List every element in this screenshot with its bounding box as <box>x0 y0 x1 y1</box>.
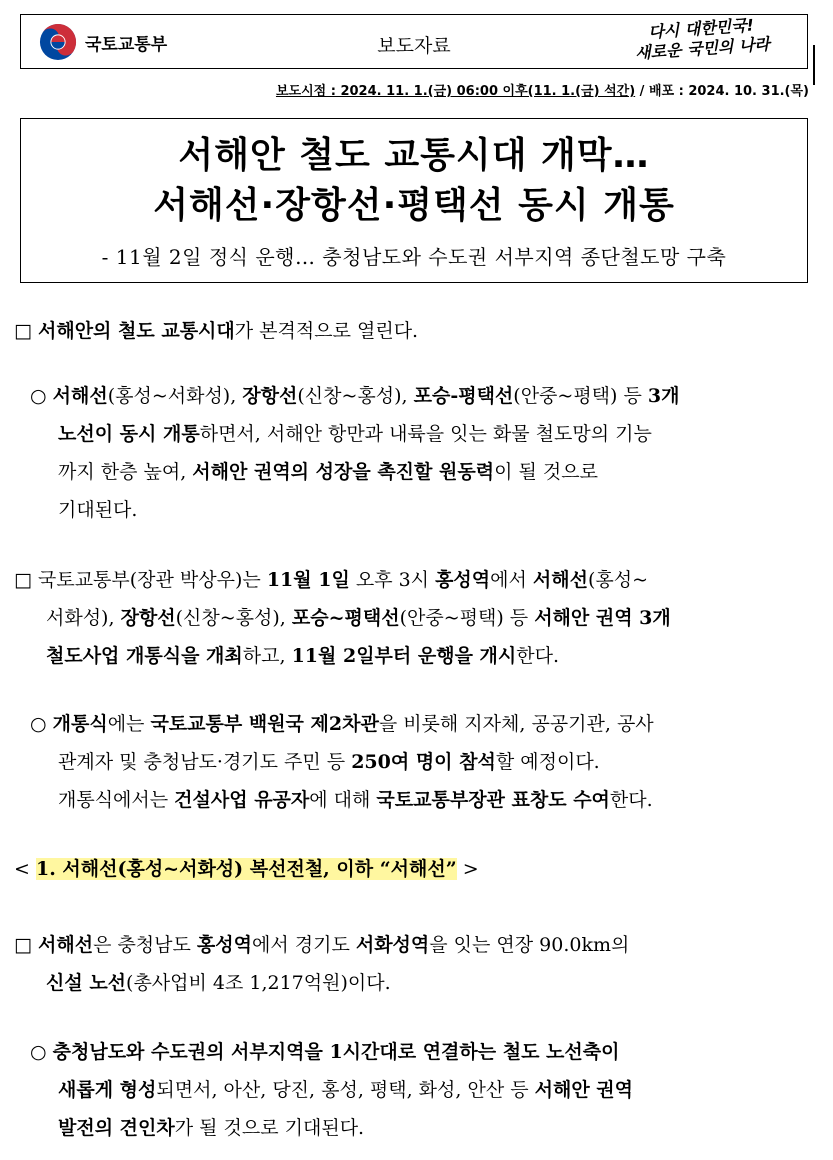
text-bold: 홍성역 <box>196 934 252 956</box>
text-bold: 서해선 <box>52 385 108 407</box>
org-name: 국토교통부 <box>85 34 168 55</box>
text: (안중~평택) 등 <box>513 385 648 407</box>
text: 이 될 것으로 <box>494 461 598 483</box>
text-bold: 서해안 권역 3개 <box>534 607 671 629</box>
text: 기대된다. <box>58 499 138 521</box>
para3-line1 <box>14 561 820 599</box>
text: (총사업비 4조 1,217억원)이다. <box>126 972 391 994</box>
title-line1: 서해안 철도 교통시대 개막… <box>178 135 650 176</box>
para4-line3 <box>30 781 820 819</box>
text: 가 본격적으로 열린다. <box>234 320 419 342</box>
text: 하면서, 서해안 항만과 내륙을 잇는 화물 철도망의 기능 <box>199 423 652 445</box>
text-bold: 국토교통부 백원국 제2차관 <box>150 713 379 735</box>
text: 에는 <box>107 713 151 735</box>
circle-bullet-icon: ○ <box>30 713 47 735</box>
text: 까지 한층 높여, <box>58 461 193 483</box>
text-bold: 11월 2일부터 운행을 개시 <box>291 645 517 667</box>
text-bold: 개통식 <box>52 713 108 735</box>
text: 개통식에서는 <box>58 789 175 811</box>
release-time: 보도시점 : 2024. 11. 1.(금) 06:00 이후(11. 1.(금) 석간) <box>275 84 636 99</box>
paragraph-3 <box>14 561 820 675</box>
square-bullet-icon: □ <box>14 934 32 956</box>
text: 국토교통부(장관 박상우)는 <box>38 569 267 591</box>
para6-line1 <box>30 1033 820 1071</box>
section-close: > <box>462 858 479 880</box>
para4-line2 <box>30 743 820 781</box>
paragraph-4 <box>30 705 820 819</box>
paragraph-5 <box>14 926 820 1002</box>
para2-line1 <box>30 377 820 415</box>
text-bold: 발전의 견인차 <box>58 1117 175 1139</box>
square-bullet-icon: □ <box>14 569 32 591</box>
doc-type: 보도자료 <box>377 35 451 57</box>
distribute-date: 배포 : 2024. 10. 31.(목) <box>648 84 809 99</box>
text: 되면서, 아산, 당진, 홍성, 평택, 화성, 안산 등 <box>156 1079 535 1101</box>
text: 가 될 것으로 기대된다. <box>174 1117 365 1139</box>
text-bold: 홍성역 <box>435 569 491 591</box>
text: (신창~홍성), <box>297 385 414 407</box>
text-bold: 250여 명이 참석 <box>351 751 496 773</box>
para5-line2 <box>14 964 820 1002</box>
text-bold: 국토교통부장관 표창도 수여 <box>376 789 610 811</box>
para6-line2 <box>30 1071 820 1109</box>
text: (홍성~서화성), <box>107 385 243 407</box>
dateline <box>276 80 809 99</box>
slogan-line1: 다시 대한민국! <box>647 15 755 42</box>
text: (신창~홍성), <box>175 607 292 629</box>
subtitle: - 11월 2일 정식 운행… 충청남도와 수도권 서부지역 종단철도망 구축 <box>101 245 727 269</box>
text: 을 잇는 연장 90.0km의 <box>429 934 630 956</box>
text-bold: 서해안 권역의 성장을 촉진할 원동력 <box>192 461 495 483</box>
title-box <box>20 118 808 283</box>
text: 에서 <box>490 569 533 591</box>
text-bold: 장항선 <box>120 607 176 629</box>
text-bold: 새롭게 형성 <box>58 1079 157 1101</box>
text: 에 대해 <box>309 789 377 811</box>
section-title: 1. 서해선(홍성~서화성) 복선전철, 이하 “서해선” <box>35 858 457 880</box>
section-open: < <box>14 858 30 880</box>
text-bold: 포승-평택선 <box>413 385 514 407</box>
text-bold: 서해선 <box>532 569 588 591</box>
circle-bullet-icon: ○ <box>30 1041 47 1063</box>
text-bold: 충청남도와 수도권의 서부지역을 1시간대로 연결하는 철도 노선축이 <box>52 1041 620 1063</box>
paragraph-1 <box>14 312 418 350</box>
text: 하고, <box>242 645 292 667</box>
para6-line3 <box>30 1109 820 1147</box>
text: 에서 경기도 <box>251 934 356 956</box>
text-bold: 신설 노선 <box>46 972 127 994</box>
text: 할 예정이다. <box>495 751 600 773</box>
text-bold: 장항선 <box>242 385 298 407</box>
slogan-line2: 새로운 국민의 나라 <box>634 34 771 63</box>
text: 서화성), <box>46 607 121 629</box>
text-bold: 포승~평택선 <box>291 607 400 629</box>
text-bold: 11월 1일 <box>266 569 350 591</box>
text-bold: 서해안 권역 <box>534 1079 633 1101</box>
text-bold: 철도사업 개통식을 개최 <box>46 645 243 667</box>
text-bold: 노선이 동시 개통 <box>58 423 200 445</box>
text-bold: 건설사업 유공자 <box>174 789 310 811</box>
text-bold: 3개 <box>647 385 680 407</box>
text: 한다. <box>609 789 653 811</box>
title-line2: 서해선·장항선·평택선 동시 개통 <box>153 185 675 226</box>
text: 관계자 및 충청남도·경기도 주민 등 <box>58 751 352 773</box>
header-box <box>20 14 808 69</box>
para4-line1 <box>30 705 820 743</box>
para5-line1 <box>14 926 820 964</box>
para2-line2 <box>30 415 820 453</box>
slogan <box>606 12 799 71</box>
text: (홍성~ <box>587 569 648 591</box>
text: 을 비롯해 지자체, 공공기관, 공사 <box>378 713 654 735</box>
circle-bullet-icon: ○ <box>30 385 47 407</box>
dateline-sep: / <box>635 84 649 99</box>
para3-line3 <box>14 637 820 675</box>
paragraph-6 <box>30 1033 820 1147</box>
text-bold: 서해안의 철도 교통시대 <box>38 320 235 342</box>
para3-line2 <box>14 599 820 637</box>
section-heading <box>14 850 479 888</box>
para2-line3 <box>30 453 820 491</box>
text: (안중~평택) 등 <box>399 607 535 629</box>
text: 오후 3시 <box>349 569 436 591</box>
text: 은 충청남도 <box>93 934 197 956</box>
text: 한다. <box>516 645 560 667</box>
header-bar <box>813 45 815 85</box>
square-bullet-icon: □ <box>14 320 32 342</box>
para2-line4 <box>30 491 820 529</box>
text-bold: 서해선 <box>38 934 94 956</box>
paragraph-2 <box>30 377 820 529</box>
text-bold: 서화성역 <box>355 934 430 956</box>
